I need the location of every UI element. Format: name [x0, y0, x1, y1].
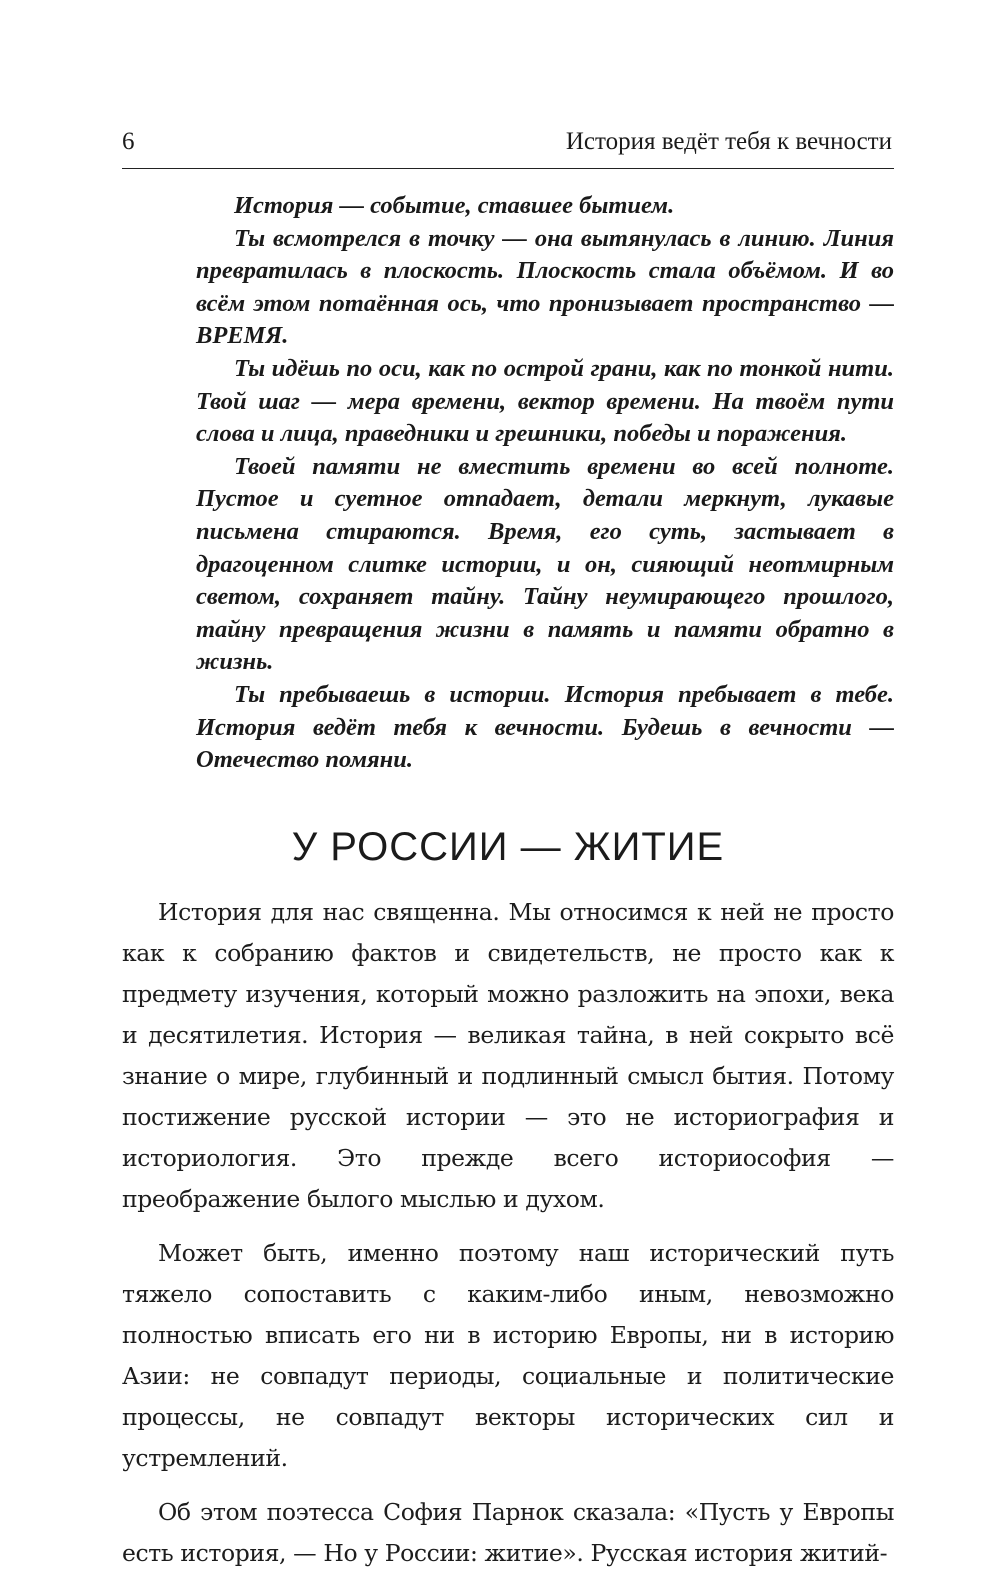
- epigraph-paragraph: Ты пребываешь в истории. История пребывает в тебе. История ведёт тебя к вечности. Будешь в вечности — Отечество помяни.: [196, 680, 894, 774]
- epigraph: [196, 190, 894, 777]
- running-title: История ведёт тебя к вечности: [565, 128, 892, 155]
- epigraph-paragraph: История — событие, ставшее бытием.: [234, 192, 675, 219]
- body-paragraph: Может быть, именно поэтому наш исторический путь тяжело сопоставить с каким-либо иным, невозможно полностью вписать его ни в историю Европы, ни в историю Азии: не совпадут периоды, социальные и политические процессы, не совпадут векторы исторических сил и устремлений.: [122, 1239, 894, 1472]
- body-paragraph: Об этом поэтесса София Парнок сказала: «Пусть у Европы есть история, — Но у России: житие». Русская история житий-: [122, 1498, 894, 1567]
- epigraph-paragraph: Твоей памяти не вместить времени во всей полноте. Пустое и суетное отпадает, детали меркнут, лукавые письмена стираются. Время, его суть, застывает в драгоценном слитке истории, и он, сияющий неотмирным светом, сохраняет тайну. Тайну неумирающего прошлого, тайну превращения жизни в память и памяти обратно в жизнь.: [196, 452, 894, 676]
- epigraph-paragraph: Ты всмотрелся в точку — она вытянулась в линию. Линия превратилась в плоскость. Плоскость стала объёмом. И во всём этом потаённая ось, что пронизывает пространство — ВРЕМЯ.: [196, 224, 894, 350]
- body-paragraph: История для нас священна. Мы относимся к ней не просто как к собранию фактов и свидетельств, не просто как к предмету изучения, который можно разложить на эпохи, века и десятилетия. История — великая тайна, в ней сокрыто всё знание о мире, глубинный и подлинный смысл бытия. Потому постижение русской истории — это не историография и историология. Это прежде всего историософия — преображение былого мыслью и духом.: [122, 898, 894, 1213]
- body-text: [122, 892, 894, 1587]
- page-number: 6: [122, 128, 135, 155]
- epigraph-paragraph: Ты идёшь по оси, как по острой грани, как по тонкой нити. Твой шаг — мера времени, вектор времени. На твоём пути слова и лица, праведники и грешники, победы и поражения.: [196, 354, 894, 448]
- section-heading: У РОССИИ — ЖИТИЕ: [291, 825, 725, 869]
- header-rule: [122, 168, 894, 169]
